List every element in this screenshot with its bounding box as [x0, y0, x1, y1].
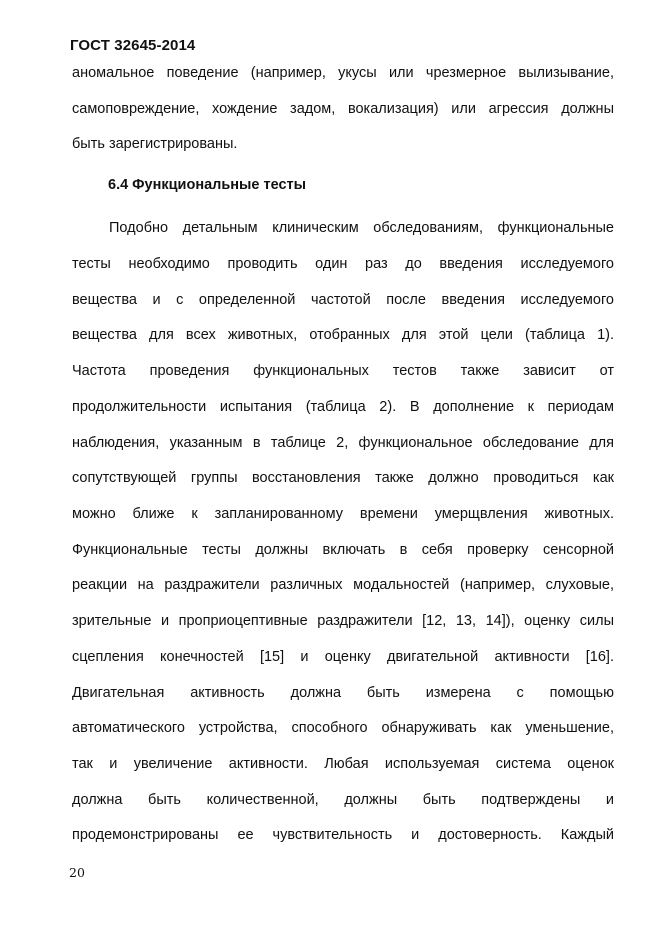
page-number: 20	[69, 865, 85, 880]
paragraph-line: Подобно детальным клиническим обследованиям, функциональные	[109, 220, 614, 236]
paragraph-line: самоповреждение, хождение задом, вокализация) или агрессия должны	[72, 101, 614, 117]
paragraph-line: вещества для всех животных, отобранных для этой цели (таблица 1).	[72, 327, 614, 343]
paragraph-line: сцепления конечностей [15] и оценку двигательной активности [16].	[72, 649, 614, 665]
paragraph-line: зрительные и проприоцептивные раздражители [12, 13, 14]), оценку силы	[72, 613, 614, 629]
paragraph-line: так и увеличение активности. Любая используемая система оценок	[72, 756, 614, 772]
section-heading: 6.4 Функциональные тесты	[108, 177, 307, 193]
paragraph-line: должна быть количественной, должны быть подтверждены и	[72, 792, 614, 808]
paragraph-line: продолжительности испытания (таблица 2). В дополнение к периодам	[72, 399, 614, 415]
paragraph-line: можно ближе к запланированному времени умерщвления животных.	[72, 506, 614, 522]
paragraph-line: аномальное поведение (например, укусы или чрезмерное вылизывание,	[72, 65, 614, 81]
paragraph-line: автоматического устройства, способного обнаруживать как уменьшение,	[72, 720, 614, 736]
paragraph-line: сопутствующей группы восстановления также должно проводиться как	[72, 470, 614, 486]
paragraph-line: вещества и с определенной частотой после введения исследуемого	[72, 292, 614, 308]
paragraph-line: продемонстрированы ее чувствительность и достоверность. Каждый	[72, 827, 614, 843]
document-header: ГОСТ 32645-2014	[70, 37, 196, 54]
paragraph-line: Частота проведения функциональных тестов также зависит от	[72, 363, 614, 379]
paragraph-line: тесты необходимо проводить один раз до введения исследуемого	[72, 256, 614, 272]
paragraph-line: реакции на раздражители различных модальностей (например, слуховые,	[72, 577, 614, 593]
paragraph-line: наблюдения, указанным в таблице 2, функциональное обследование для	[72, 435, 614, 451]
paragraph-line: Двигательная активность должна быть измерена с помощью	[72, 685, 614, 701]
paragraph-line: быть зарегистрированы.	[72, 136, 238, 152]
paragraph-line: Функциональные тесты должны включать в себя проверку сенсорной	[72, 542, 614, 558]
